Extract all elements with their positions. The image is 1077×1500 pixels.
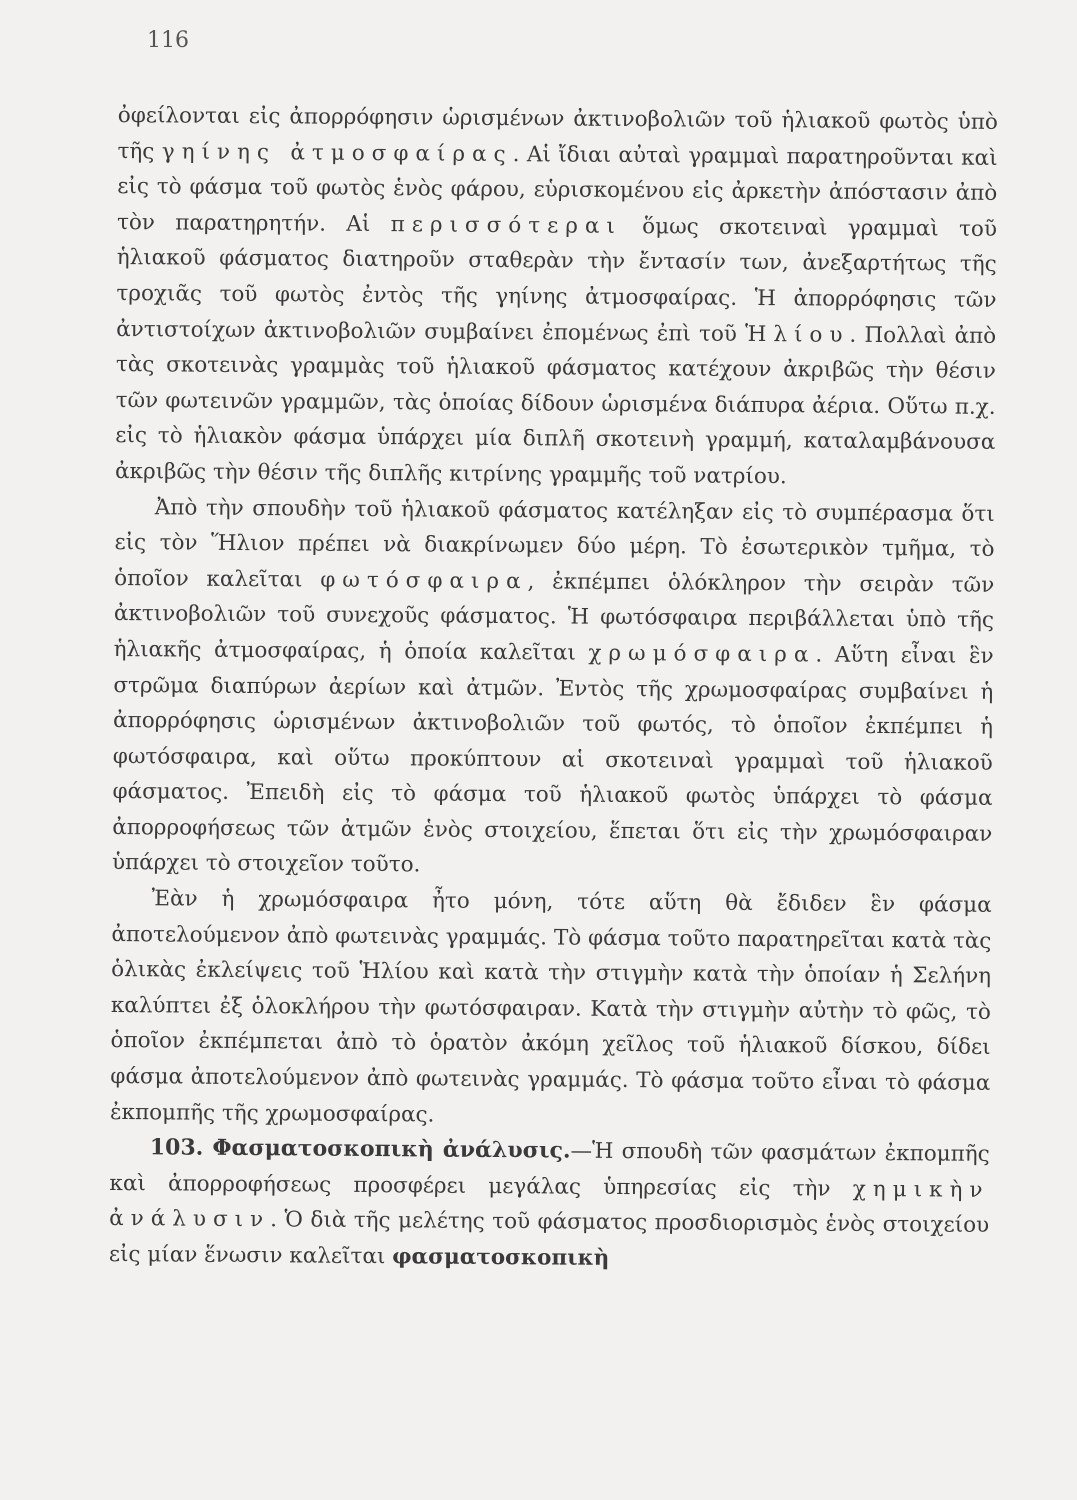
spaced-term: γηίνης ἀτμοσφαίρας — [161, 138, 513, 167]
text-run: Ἐὰν ἡ χρωμόσφαιρα ἦτο μόνη, τότε αὕτη θὰ ἔδιδεν ἓν φάσμα ἀποτελούμενον ἀπὸ φωτεινὰς γραμμάς. Τὸ φάσμα τοῦτο παρατηρεῖται κατὰ τὰς ὁλικὰς ἐκλείψεις τοῦ Ἡλίου καὶ κατὰ τὴν στιγμὴν κατὰ τὴν ὁποίαν ἡ Σελήνη καλύπτει ἐξ ὁλοκλήρου τὴν φωτόσφαιραν. Κατὰ τὴν στιγμὴν αὐτὴν τὸ φῶς, τὸ ὁποῖον ἐκπέμπεται ἀπὸ τὸ ὁρατὸν ἀκόμη χεῖλος τοῦ ἡλιακοῦ δίσκου, δίδει φάσμα ἀποτελούμενον ἀπὸ φωτεινὰς γραμμάς. Τὸ φάσμα τοῦτο εἶναι τὸ φάσμα ἐκπομπῆς τῆς χρωμοσφαίρας. — [109, 886, 992, 1128]
text-run: —Ἡ σπουδὴ τῶν φασμάτων ἐκπομπῆς καὶ ἀπορροφήσεως προσφέρει μεγάλας ὑπηρεσίας εἰς τὴν — [109, 1138, 990, 1202]
bold-term: φασματοσκοπικὴ — [392, 1244, 610, 1271]
text-run: . Αἱ ἴδιαι αὐταὶ γραμμαὶ παρατηροῦνται καὶ εἰς τὸ φάσμα τοῦ φωτὸς ἑνὸς φάρου, εὑρισκομένου εἰς ἀρκετὴν ἀπόστασιν ἀπὸ τὸν παρατηρητήν. Αἱ — [116, 141, 998, 237]
text-run: . Πολλαὶ ἀπὸ τὰς σκοτεινὰς γραμμὰς τοῦ ἡλιακοῦ φάσματος κατέχουν ἀκριβῶς τὴν θέσιν τῶν φωτεινῶν γραμμῶν, τὰς ὁποίας δίδουν ὡρισμένα διάπυρα ἀέρια. Οὕτω π.χ. εἰς τὸ ἡλιακὸν φάσμα ὑπάρχει μία διπλῆ σκοτεινὴ γραμμή, καταλαμβάνουσα ἀκριβῶς τὴν θέσιν τῆς διπλῆς κιτρίνης γραμμῆς τοῦ νατρίου. — [114, 322, 997, 490]
text-run: . Ὁ διὰ τῆς μελέτης τοῦ φάσματος προσδιορισμὸς ἑνὸς στοιχείου εἰς μίαν ἕνωσιν καλεῖται — [108, 1207, 990, 1270]
text-run: Ἀπὸ τὴν σπουδὴν τοῦ ἡλιακοῦ φάσματος κατέληξαν εἰς τὸ συμπέρασμα ὅτι εἰς τὸν Ἥλιον πρέπει νὰ διακρίνωμεν δύο μέρη. Τὸ ἐσωτερικὸν τμῆμα, τὸ ὁποῖον καλεῖται — [114, 494, 995, 593]
text-run: . Αὕτη εἶναι ἓν στρῶμα διαπύρων ἀερίων καὶ ἀτμῶν. Ἐντὸς τῆς χρωμοσφαίρας συμβαίνει ἡ ἀπορρόφησις ὡρισμένων ἀκτινοβολιῶν τοῦ φωτός, τὸ ὁποῖον ἐκπέμπει ἡ φωτόσφαιρα, καὶ οὕτω προκύπτουν αἱ σκοτειναὶ γραμμαὶ τοῦ ἡλιακοῦ φάσματος. Ἐπειδὴ εἰς τὸ φάσμα τοῦ ἡλιακοῦ φωτὸς ὑπάρχει τὸ φάσμα ἀπορροφήσεως τῶν ἀτμῶν ἑνὸς στοιχείου, ἕπεται ὅτι εἰς τὴν χρωμόσφαιραν ὑπάρχει τὸ στοιχεῖον τοῦτο. — [111, 642, 994, 878]
text-run: ὀφείλονται εἰς ἀπορρόφησιν ὡρισμένων ἀκτινοβολιῶν τοῦ ἡλιακοῦ φωτὸς ὑπὸ τῆς — [117, 102, 998, 164]
text-run: , ἐκπέμπει ὁλόκληρον τὴν σειρὰν τῶν ἀκτινοβολιῶν τοῦ συνεχοῦς φάσματος. Ἡ φωτόσφαιρα περιβάλλεται ὑπὸ τῆς ἡλιακῆς ἀτμοσφαίρας, ἡ ὁποία καλεῖται — [113, 568, 995, 666]
paragraph — [110, 881, 992, 1137]
paragraph — [115, 98, 998, 496]
spaced-term: Ἡλίου — [744, 321, 850, 348]
section-paragraph — [109, 1130, 990, 1279]
spaced-term: φωτόσφαιρα — [320, 567, 528, 594]
text-run: ὅμως σκοτειναὶ γραμμαὶ τοῦ ἡλιακοῦ φάσματος διατηροῦν σταθερὰν τὴν ἔντασίν των, ἀνεξαρτήτως τῆς τροχιᾶς τοῦ φωτὸς ἐντὸς τῆς γηίνης ἀτμοσφαίρας. Ἡ ἀπορρόφησις τῶν ἀντιστοίχων ἀκτινοβολιῶν συμβαίνει ἐπομένως ἐπὶ τοῦ — [116, 213, 998, 347]
spaced-term: χρωμόσφαιρα — [588, 640, 816, 668]
section-heading: 103. Φασματοσκοπικὴ ἀνάλυσις. — [149, 1134, 571, 1164]
spaced-term: περισσότεραι — [390, 211, 622, 239]
page-number: 116 — [147, 28, 189, 53]
spaced-term: χημικὴν ἀνάλυσιν — [109, 1176, 990, 1233]
paragraph — [112, 490, 995, 888]
body-text — [109, 98, 998, 1279]
